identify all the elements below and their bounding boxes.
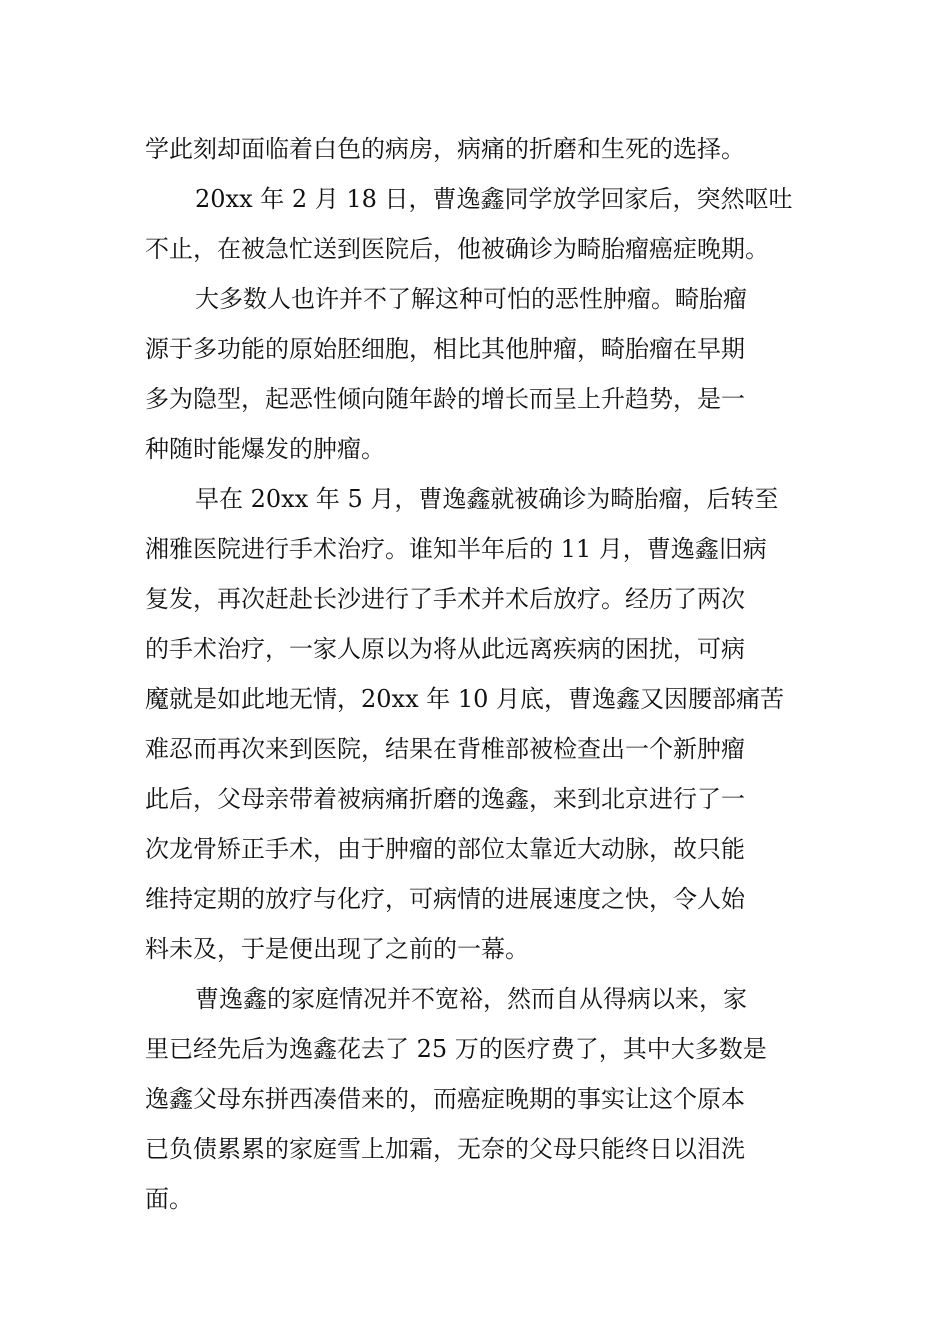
paragraph-first-line: 曹逸鑫的家庭情况并不宽裕，然而自从得病以来，家	[195, 985, 747, 1013]
text-line: 源于多功能的原始胚细胞，相比其他肿瘤，畸胎瘤在早期	[145, 335, 745, 363]
text-line: 面。	[145, 1185, 193, 1213]
text-line: 不止，在被急忙送到医院后，他被确诊为畸胎瘤癌症晚期。	[145, 235, 769, 263]
text-line: 多为隐型，起恶性倾向随年龄的增长而呈上升趋势，是一	[145, 385, 745, 413]
paragraph-first-line: 大多数人也许并不了解这种可怕的恶性肿瘤。畸胎瘤	[195, 285, 747, 313]
text-line: 的手术治疗，一家人原以为将从此远离疾病的困扰，可病	[145, 635, 745, 663]
paragraph-first-line: 早在 20xx 年 5 月，曹逸鑫就被确诊为畸胎瘤，后转至	[195, 485, 779, 513]
text-line: 次龙骨矫正手术，由于肿瘤的部位太靠近大动脉，故只能	[145, 835, 745, 863]
text-line: 料未及，于是便出现了之前的一幕。	[145, 935, 529, 963]
text-line: 里已经先后为逸鑫花去了 25 万的医疗费了，其中大多数是	[145, 1035, 767, 1063]
text-line: 此后，父母亲带着被病痛折磨的逸鑫，来到北京进行了一	[145, 785, 745, 813]
text-line: 已负债累累的家庭雪上加霜，无奈的父母只能终日以泪洗	[145, 1135, 745, 1163]
text-line: 难忍而再次来到医院，结果在背椎部被检查出一个新肿瘤	[145, 735, 745, 763]
text-line: 维持定期的放疗与化疗，可病情的进展速度之快，令人始	[145, 885, 745, 913]
paragraph-first-line: 20xx 年 2 月 18 日，曹逸鑫同学放学回家后，突然呕吐	[195, 185, 793, 213]
article-body	[145, 124, 807, 1224]
text-line: 种随时能爆发的肿瘤。	[145, 435, 385, 463]
text-line: 学此刻却面临着白色的病房，病痛的折磨和生死的选择。	[145, 135, 745, 163]
text-line: 湘雅医院进行手术治疗。谁知半年后的 11 月，曹逸鑫旧病	[145, 535, 767, 563]
text-line: 复发，再次赶赴长沙进行了手术并术后放疗。经历了两次	[145, 585, 745, 613]
text-line: 魔就是如此地无情，20xx 年 10 月底，曹逸鑫又因腰部痛苦	[145, 685, 785, 713]
text-line: 逸鑫父母东拼西凑借来的，而癌症晚期的事实让这个原本	[145, 1085, 745, 1113]
